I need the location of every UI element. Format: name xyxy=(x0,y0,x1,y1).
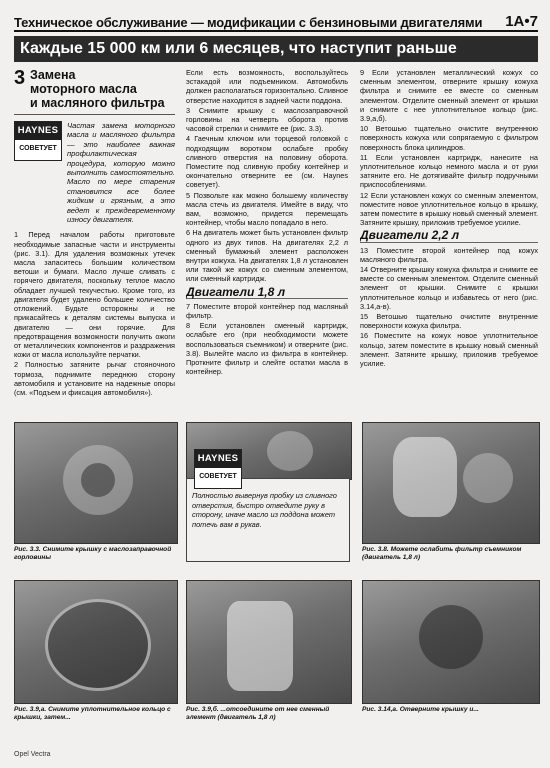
section-number: 3 xyxy=(14,68,26,89)
paragraph: 3 Снимите крышку с маслозаправочной горловины на четверть оборота против часовой стрелки и снимите ее (рис. 3.3). xyxy=(186,105,348,134)
caption-fig-3-3: Рис. 3.3. Снимите крышку с маслозаправочной горловины xyxy=(14,546,172,562)
section-title-line1: Замена xyxy=(30,68,76,82)
paragraph: 11 Если установлен картридж, нанесите на уплотнительное кольцо немного масла и от руки затяните его. Не дотягивайте фильтр подручными приспособлениями. xyxy=(360,152,538,190)
haynes-badge-top: HAYNES xyxy=(15,122,61,140)
subheading-2-2: Двигатели 2,2 л xyxy=(360,231,538,242)
section-title xyxy=(30,68,165,110)
paragraph: 13 Поместите второй контейнер под кожух масляного фильтра. xyxy=(360,245,538,264)
tip-1-text: Частая замена моторного масла и масляного фильтра — это наиболее важная профилактическая процедура, которую можно выполнить самостоятельно. Масло по мере старения становится все более жидким и грязным, а это ведет к преждевременному износу двигателя. xyxy=(67,121,175,225)
column-2 xyxy=(186,68,348,378)
caption-fig-3-8: Рис. 3.8. Можете ослабить фильтр съемником (двигатель 1,8 л) xyxy=(362,546,522,562)
paragraph: Если есть возможность, воспользуйтесь эстакадой или подъемником. Автомобиль должен располагаться горизонтально. Сливное отверстие находится в задней части поддона. xyxy=(186,68,348,105)
section-title-line2: моторного масла xyxy=(30,82,137,96)
paragraph: 6 На двигатель может быть установлен фильтр одного из двух типов. На двигателях 2,2 л сменный бумажный элемент расположен внутри кожуха. На двигателях 1,8 л установлен или такой же кожух со сменным элементом, или сменный картридж. xyxy=(186,228,348,284)
haynes-badge-top: HAYNES xyxy=(195,450,241,468)
haynes-badge xyxy=(194,449,242,489)
haynes-badge-bottom: СОВЕТУЕТ xyxy=(199,473,237,480)
paragraph: 16 Поместите на кожух новое уплотнительное кольцо, затем поместите в крышку новый сменный элемент. Затяните крышку, приложив требуемое усилие. xyxy=(360,331,538,369)
haynes-tip-1 xyxy=(14,121,175,224)
section-title-line3: и масляного фильтра xyxy=(30,96,165,110)
photo-fig-3-3 xyxy=(14,422,178,544)
paragraph: 2 Полностью затяните рычаг стояночного тормоза, поднимите переднюю сторону автомобиля и установите на надежные опоры (см. «Подъем и фиксация автомобиля»). xyxy=(14,360,175,397)
photo-fig-3-9a xyxy=(14,580,178,704)
photo-fig-3-8 xyxy=(362,422,540,544)
caption-fig-3-9a: Рис. 3.9,а. Снимите уплотнительное кольцо с крышки, затем... xyxy=(14,706,171,722)
paragraph: 8 Если установлен сменный картридж, ослабьте его (при необходимости можете воспользоваться съемником) и отверните (рис. 3.8). Вылейте масло из фильтра в контейнер. Проткните фильтр и слейте остатки масла в контейнер. xyxy=(186,321,348,377)
page-number: 1A•7 xyxy=(505,13,538,30)
column-3 xyxy=(360,68,538,369)
paragraph: 10 Ветошью тщательно очистите внутреннюю поверхность кожуха или сопрягаемую с фильтром поверхность блока цилиндров. xyxy=(360,124,538,152)
paragraph: 5 Позвольте как можно большему количеству масла стечь из двигателя. Имейте в виду, что вам, возможно, придется перемещать контейнер, чтобы масло попадало в него. xyxy=(186,190,348,228)
subheading-1-8: Двигатели 1,8 л xyxy=(186,288,348,299)
column-1 xyxy=(14,68,175,398)
photo-fig-3-9b xyxy=(186,580,352,704)
paragraph: 9 Если установлен металлический кожух со сменным элементом, отверните крышку кожуха фильтра и снимите ее вместе со сменным элементом. Отделите сменный элемент от крышки и снимите с нее уплотнительное кольцо (рис. 3.9,а,б). xyxy=(360,68,538,124)
paragraph: 14 Отверните крышку кожуха фильтра и снимите ее вместе со сменным элементом. Отделите сменный элемент от крышки. Снимите с крышки уплотнительное кольцо и избавьтесь от него (рис. 3.14,а-в). xyxy=(360,265,538,311)
header-title: Техническое обслуживание — модификации с бензиновыми двигателями xyxy=(14,15,483,30)
paragraph: 7 Поместите второй контейнер под масляный фильтр. xyxy=(186,301,348,321)
interval-band: Каждые 15 000 км или 6 месяцев, что наступит раньше xyxy=(14,36,538,62)
haynes-badge-bottom: СОВЕТУЕТ xyxy=(19,145,57,152)
section-heading xyxy=(14,68,175,115)
haynes-badge xyxy=(14,121,62,161)
page-footer: Opel Vectra xyxy=(14,751,51,758)
caption-fig-3-14a: Рис. 3.14,а. Отверните крышку и... xyxy=(362,706,479,713)
paragraph: 12 Если установлен кожух со сменным элементом, поместите новое уплотнительное кольцо в крышку, затем поместите в крышку новый сменный элемент. Затяните крышку, приложив требуемое усилие. xyxy=(360,190,538,228)
caption-fig-3-9b: Рис. 3.9,б. ...отсоедините от нее сменный элемент (двигатель 1,8 л) xyxy=(186,706,330,722)
photo-fig-3-14a xyxy=(362,580,540,704)
tip-2-text: Полностью вывернув пробку из сливного отверстия, быстро отведите руку в сторону, иначе масло из поддона может потечь вам в рукав. xyxy=(192,491,337,529)
haynes-tip-2 xyxy=(186,453,350,562)
paragraph: 4 Гаечным ключом или торцевой головкой с подходящим воротком ослабьте пробку сливного отверстия на половину оборота. Поместите под сливную пробку контейнер и окончательно отверните ее (см. Haynes советует). xyxy=(186,134,348,190)
page-header xyxy=(14,10,538,32)
paragraph: 15 Ветошью тщательно очистите внутренние поверхности кожуха фильтра. xyxy=(360,312,538,331)
paragraph: 1 Перед началом работы приготовьте необходимые запасные части и инструменты (рис. 3.1). Для удаления возможных утечек масла запаситесь большим количеством ветоши и бумаги. Масло лучше сливать с горячего двигателя, поскольку теплое масло обладает лучшей текучестью. Кроме того, из двигателя будет удалено большее количество отложений. Будьте осторожны и не прикасайтесь к деталям системы выпуска и двигателю — они горячие. Для предотвращения возможности получить ожоги от металлических компонентов и раздражения кожи от масла используйте перчатки. xyxy=(14,230,175,360)
